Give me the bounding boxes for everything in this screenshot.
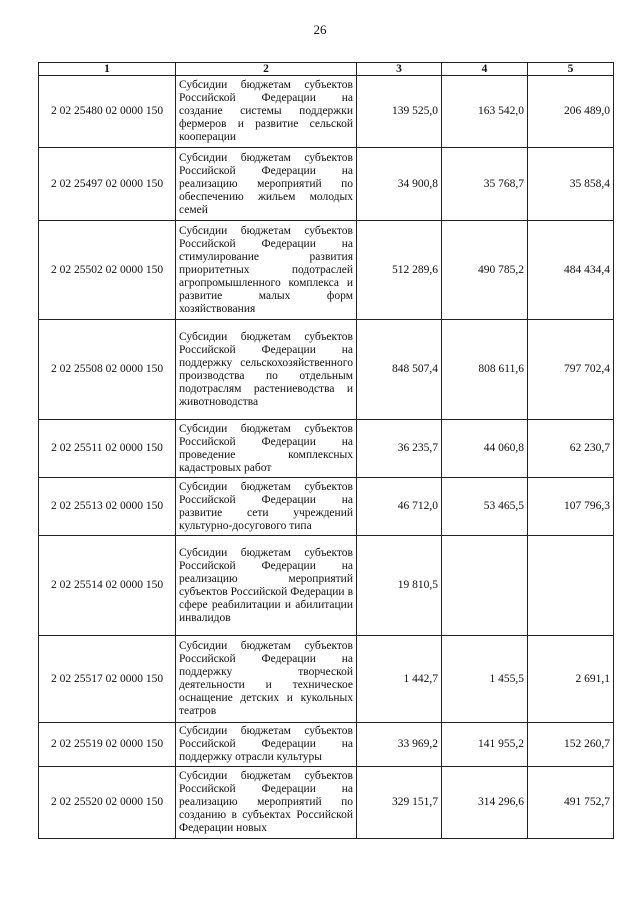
value-col3-cell: 36 235,7 <box>357 420 442 478</box>
table-row <box>39 76 614 148</box>
value-col3-cell: 139 525,0 <box>357 76 442 148</box>
value-col5-cell <box>528 536 614 636</box>
value-col5-cell: 206 489,0 <box>528 76 614 148</box>
value-col3-cell: 1 442,7 <box>357 636 442 723</box>
table-row <box>39 636 614 723</box>
budget-table <box>38 62 614 839</box>
value-col5-cell: 491 752,7 <box>528 767 614 839</box>
table-header-row <box>39 63 614 76</box>
budget-code-cell: 2 02 25502 02 0000 150 <box>39 221 176 320</box>
table-row <box>39 320 614 420</box>
description-cell: Субсидии бюджетам субъектов Российской Федерации на поддержку сельскохозяйственного производства по отдельным подотраслям растениеводства и животноводства <box>176 320 357 420</box>
column-header: 3 <box>357 63 442 76</box>
budget-code-cell: 2 02 25508 02 0000 150 <box>39 320 176 420</box>
table-row <box>39 723 614 767</box>
budget-code-cell: 2 02 25480 02 0000 150 <box>39 76 176 148</box>
description-cell: Субсидии бюджетам субъектов Российской Федерации на стимулирование развития приоритетных подотраслей агропромышленного комплекса и развитие малых форм хозяйствования <box>176 221 357 320</box>
value-col4-cell: 490 785,2 <box>442 221 528 320</box>
budget-code-cell: 2 02 25517 02 0000 150 <box>39 636 176 723</box>
value-col4-cell: 163 542,0 <box>442 76 528 148</box>
description-cell: Субсидии бюджетам субъектов Российской Федерации на развитие сети учреждений культурно-досугового типа <box>176 478 357 536</box>
budget-code-cell: 2 02 25514 02 0000 150 <box>39 536 176 636</box>
description-cell: Субсидии бюджетам субъектов Российской Федерации на проведение комплексных кадастровых работ <box>176 420 357 478</box>
value-col4-cell <box>442 536 528 636</box>
column-header: 2 <box>176 63 357 76</box>
budget-code-cell: 2 02 25520 02 0000 150 <box>39 767 176 839</box>
value-col4-cell: 314 296,6 <box>442 767 528 839</box>
value-col4-cell: 1 455,5 <box>442 636 528 723</box>
budget-code-cell: 2 02 25519 02 0000 150 <box>39 723 176 767</box>
value-col5-cell: 35 858,4 <box>528 148 614 221</box>
value-col4-cell: 808 611,6 <box>442 320 528 420</box>
value-col4-cell: 141 955,2 <box>442 723 528 767</box>
budget-code-cell: 2 02 25511 02 0000 150 <box>39 420 176 478</box>
table-row <box>39 148 614 221</box>
value-col3-cell: 19 810,5 <box>357 536 442 636</box>
value-col3-cell: 46 712,0 <box>357 478 442 536</box>
description-cell: Субсидии бюджетам субъектов Российской Федерации на реализацию мероприятий по созданию в субъектах Российской Федерации новых <box>176 767 357 839</box>
description-cell: Субсидии бюджетам субъектов Российской Федерации на поддержку отрасли культуры <box>176 723 357 767</box>
page-number: 26 <box>313 22 327 37</box>
value-col5-cell: 62 230,7 <box>528 420 614 478</box>
value-col3-cell: 329 151,7 <box>357 767 442 839</box>
description-cell: Субсидии бюджетам субъектов Российской Федерации на реализацию мероприятий по обеспечению жильем молодых семей <box>176 148 357 221</box>
budget-code-cell: 2 02 25513 02 0000 150 <box>39 478 176 536</box>
column-header: 4 <box>442 63 528 76</box>
table-row <box>39 221 614 320</box>
value-col5-cell: 2 691,1 <box>528 636 614 723</box>
budget-code-cell: 2 02 25497 02 0000 150 <box>39 148 176 221</box>
description-cell: Субсидии бюджетам субъектов Российской Федерации на поддержку творческой деятельности и техническое оснащение детских и кукольных театров <box>176 636 357 723</box>
value-col3-cell: 33 969,2 <box>357 723 442 767</box>
value-col4-cell: 53 465,5 <box>442 478 528 536</box>
value-col3-cell: 512 289,6 <box>357 221 442 320</box>
value-col5-cell: 797 702,4 <box>528 320 614 420</box>
table-row <box>39 536 614 636</box>
value-col4-cell: 44 060,8 <box>442 420 528 478</box>
value-col3-cell: 34 900,8 <box>357 148 442 221</box>
column-header: 5 <box>528 63 614 76</box>
value-col5-cell: 484 434,4 <box>528 221 614 320</box>
description-cell: Субсидии бюджетам субъектов Российской Федерации на создание системы поддержки фермеров и развитие сельской кооперации <box>176 76 357 148</box>
value-col4-cell: 35 768,7 <box>442 148 528 221</box>
table-row <box>39 767 614 839</box>
value-col5-cell: 107 796,3 <box>528 478 614 536</box>
table-row <box>39 420 614 478</box>
value-col5-cell: 152 260,7 <box>528 723 614 767</box>
value-col3-cell: 848 507,4 <box>357 320 442 420</box>
column-header: 1 <box>39 63 176 76</box>
table-row <box>39 478 614 536</box>
description-cell: Субсидии бюджетам субъектов Российской Федерации на реализацию мероприятий субъектов Российской Федерации в сфере реабилитации и абилитации инвалидов <box>176 536 357 636</box>
